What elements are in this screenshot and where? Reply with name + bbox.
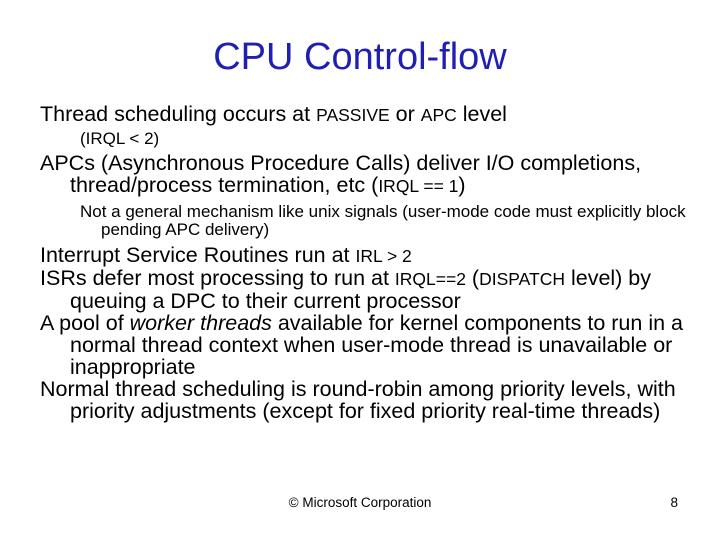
bullet-text: Thread scheduling occurs at bbox=[40, 102, 317, 126]
irql-dispatch: DISPATCH bbox=[479, 269, 565, 289]
bullet-text: A pool of bbox=[40, 311, 130, 335]
bullet-round-robin: Normal thread scheduling is round-robin among priority levels, with priority adjustments (except for fixed priority real-time threads) bbox=[40, 377, 676, 423]
emphasis-worker-threads: worker threads bbox=[129, 311, 272, 335]
footer-copyright: © Microsoft Corporation bbox=[288, 495, 432, 510]
bullet-text: available for kernel components to run in a normal thread context when user-mode thread is unavailable or inappropriate bbox=[70, 311, 683, 379]
irql-passive: PASSIVE bbox=[316, 105, 390, 125]
bullet-text: level) by queuing a DPC to their current processor bbox=[70, 266, 652, 313]
bullet-worker-threads bbox=[40, 312, 690, 378]
bullet-thread-scheduling bbox=[40, 103, 690, 126]
sub-bullet-apc-note: Not a general mechanism like unix signals (user-mode code must explicitly block pending APC delivery) bbox=[80, 202, 686, 239]
bullet-text: or bbox=[389, 102, 421, 126]
bullet-text: ( bbox=[465, 266, 480, 290]
page-number: 8 bbox=[670, 495, 678, 510]
bullet-text: APCs (Asynchronous Procedure Calls) deliver I/O completions, thread/process termination, etc ( bbox=[40, 151, 642, 197]
bullet-apcs bbox=[40, 152, 690, 197]
slide-body bbox=[40, 103, 690, 422]
irql-one: IRQL == 1 bbox=[378, 176, 459, 196]
irql-apc: APC bbox=[420, 105, 457, 125]
irql-two: IRQL==2 bbox=[394, 269, 466, 289]
irl-value: IRL > 2 bbox=[355, 246, 412, 266]
bullet-text: level bbox=[456, 102, 507, 126]
sub-bullet-irql: (IRQL < 2) bbox=[80, 129, 160, 148]
slide-title: CPU Control-flow bbox=[213, 36, 507, 78]
bullet-text: ) bbox=[458, 173, 466, 197]
bullet-text: ISRs defer most processing to run at bbox=[40, 266, 395, 290]
bullet-isr bbox=[40, 244, 690, 267]
bullet-text: Interrupt Service Routines run at bbox=[40, 243, 356, 267]
bullet-isr-defer bbox=[40, 267, 690, 312]
